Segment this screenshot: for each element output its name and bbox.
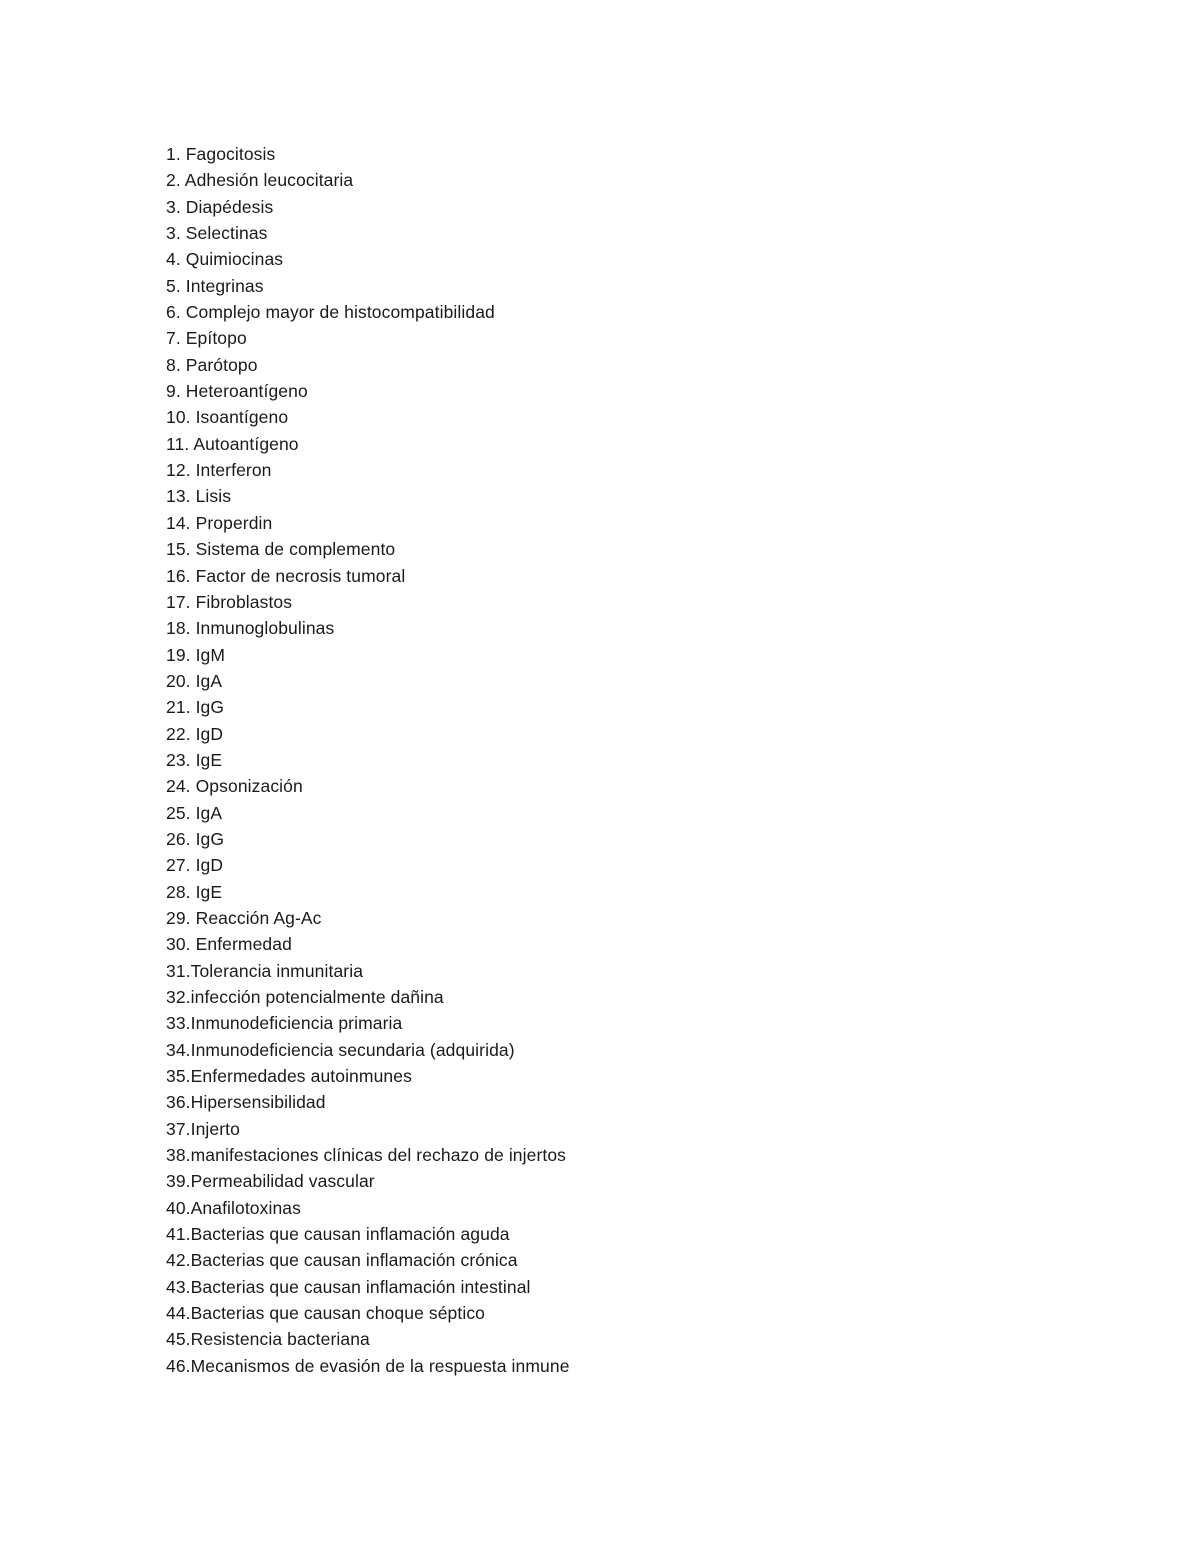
list-item: 8. Parótopo [166, 354, 258, 375]
list-item: 15. Sistema de complemento [166, 539, 396, 560]
list-item: 38.manifestaciones clínicas del rechazo de injertos [166, 1145, 567, 1166]
list-item: 36.Hipersensibilidad [166, 1092, 326, 1113]
list-item: 18. Inmunoglobulinas [166, 618, 335, 639]
list-item: 6. Complejo mayor de histocompatibilidad [166, 302, 495, 323]
list-item: 43.Bacterias que causan inflamación intestinal [166, 1276, 531, 1297]
list-item: 40.Anafilotoxinas [166, 1197, 301, 1218]
list-item: 3. Diapédesis [166, 196, 274, 217]
term-list [166, 141, 570, 1379]
list-item: 42.Bacterias que causan inflamación crónica [166, 1250, 518, 1271]
list-item: 17. Fibroblastos [166, 591, 293, 612]
list-item: 4. Quimiocinas [166, 249, 284, 270]
list-item: 1. Fagocitosis [166, 144, 276, 164]
list-item: 22. IgD [166, 723, 224, 744]
list-item: 41.Bacterias que causan inflamación aguda [166, 1224, 510, 1245]
list-item: 33.Inmunodeficiencia primaria [166, 1013, 403, 1034]
list-item: 24. Opsonización [166, 776, 303, 797]
list-item: 2. Adhesión leucocitaria [166, 170, 354, 191]
list-item: 35.Enfermedades autoinmunes [166, 1066, 412, 1087]
list-item: 7. Epítopo [166, 328, 247, 349]
list-item: 19. IgM [166, 644, 226, 665]
list-item: 45.Resistencia bacteriana [166, 1329, 370, 1350]
list-item: 9. Heteroantígeno [166, 381, 308, 402]
list-item: 26. IgG [166, 828, 225, 849]
list-item: 44.Bacterias que causan choque séptico [166, 1303, 486, 1324]
list-item: 29. Reacción Ag-Ac [166, 907, 322, 928]
list-item: 46.Mecanismos de evasión de la respuesta inmune [166, 1355, 570, 1376]
list-item: 27. IgD [166, 855, 224, 876]
list-item: 37.Injerto [166, 1118, 240, 1139]
list-item: 32.infección potencialmente dañina [166, 987, 444, 1007]
list-item: 16. Factor de necrosis tumoral [166, 565, 406, 586]
list-item: 21. IgG [166, 697, 225, 718]
list-item: 13. Lisis [166, 486, 232, 507]
list-item: 31.Tolerancia inmunitaria [166, 960, 364, 981]
list-item: 14. Properdin [166, 512, 273, 533]
list-item: 30. Enfermedad [166, 934, 292, 955]
list-item: 39.Permeabilidad vascular [166, 1171, 375, 1192]
list-item: 11. Autoantígeno [166, 433, 299, 454]
list-item: 3. Selectinas [166, 223, 268, 244]
list-item: 10. Isoantígeno [166, 407, 289, 428]
list-item: 34.Inmunodeficiencia secundaria (adquirida) [166, 1039, 515, 1060]
list-item: 23. IgE [166, 749, 223, 770]
list-item: 5. Integrinas [166, 275, 264, 296]
list-item: 28. IgE [166, 881, 223, 902]
list-item: 12. Interferon [166, 460, 272, 481]
list-item: 25. IgA [166, 802, 223, 823]
list-item: 20. IgA [166, 670, 223, 691]
